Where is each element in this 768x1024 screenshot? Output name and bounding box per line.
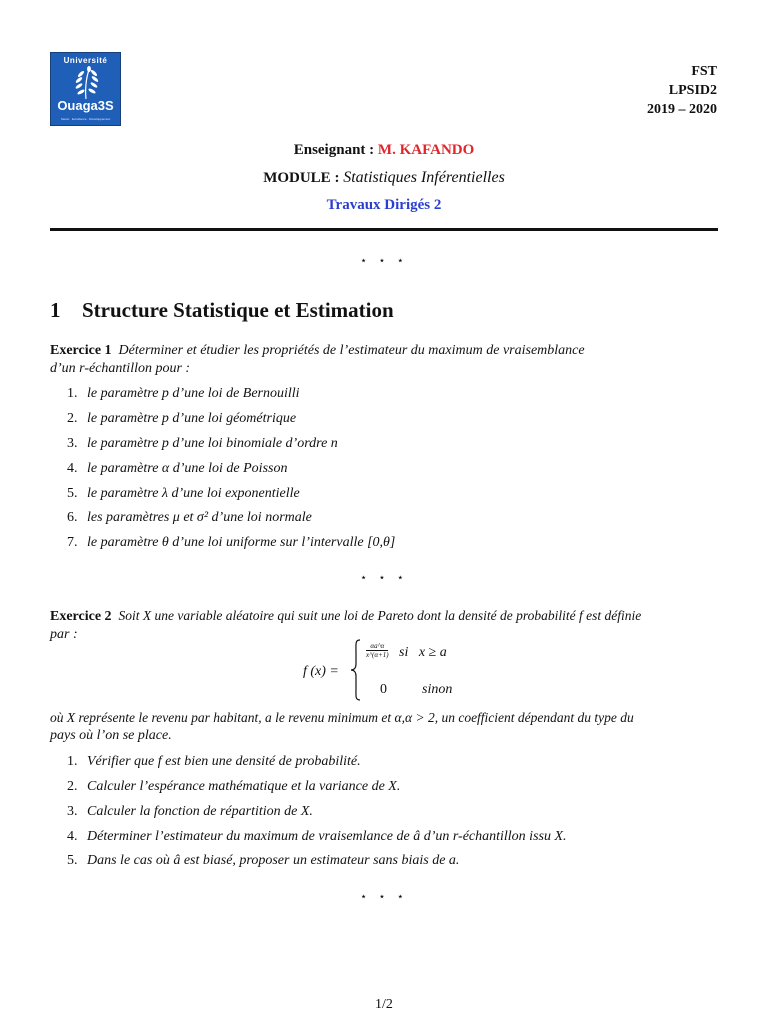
exercise1-label: Exercice 1 <box>50 343 112 358</box>
exercise2-after <box>50 709 718 745</box>
list-item: 3. le paramètre p d’une loi binomiale d’ordre n <box>67 436 338 451</box>
logo-top-text: Université <box>63 56 108 65</box>
separator-stars: ⋆ ⋆ ⋆ <box>360 890 408 903</box>
left-brace-icon <box>350 638 362 702</box>
separator-stars: ⋆ ⋆ ⋆ <box>360 254 408 267</box>
exercise1-intro-line1: Déterminer et étudier les propriétés de l’estimateur du maximum de vraisemblance <box>118 343 585 358</box>
list-item: 4. le paramètre α d’une loi de Poisson <box>67 461 288 476</box>
list-item: 5. Dans le cas où â est biasé, proposer un estimateur sans biais de a. <box>67 853 460 868</box>
tp-title: Travaux Dirigés 2 <box>326 197 442 213</box>
header-rule <box>50 228 718 231</box>
module-line <box>0 169 768 187</box>
exercise1-intro-line2: d’un r-échantillon pour : <box>50 361 191 376</box>
exercise1-intro <box>50 342 718 378</box>
formula-case2-value: 0 <box>380 682 387 697</box>
formula-case1-condition: si x ≥ a <box>399 645 447 660</box>
section-number: 1 <box>50 298 61 322</box>
separator-stars: ⋆ ⋆ ⋆ <box>360 571 408 584</box>
fraction-denominator: x^(α+1) <box>366 651 389 659</box>
formula-fraction <box>366 642 389 659</box>
course-meta <box>647 62 717 119</box>
teacher-line <box>0 142 768 159</box>
faculty: FST <box>691 64 717 79</box>
exercise2-after-line2: pays où l’on se place. <box>50 728 172 743</box>
exercise2-intro-line1: Soit X une variable aléatoire qui suit une loi de Pareto dont la densité de probabilité f est définie <box>118 608 642 623</box>
list-item: 6. les paramètres μ et σ² d’une loi normale <box>67 510 312 525</box>
tp-title-line <box>0 197 768 214</box>
list-item: 1. Vérifier que f est bien une densité de probabilité. <box>67 754 361 769</box>
list-item: 4. Déterminer l’estimateur du maximum de vraisemlance de â d’un r-échantillon issu X. <box>67 829 567 844</box>
section-title <box>50 298 394 323</box>
module-label: MODULE : <box>263 170 340 186</box>
logo-motto: Savoir · Excellence · Développement <box>60 117 111 121</box>
program: LPSID2 <box>668 83 717 98</box>
formula-lhs: f (x) = <box>303 664 339 679</box>
section-title-text: Structure Statistique et Estimation <box>82 298 394 322</box>
list-item: 5. le paramètre λ d’une loi exponentielle <box>67 486 300 501</box>
list-item: 2. le paramètre p d’une loi géométrique <box>67 411 297 426</box>
fraction-numerator: αa^α <box>370 642 385 650</box>
page-number: 1/2 <box>375 997 393 1012</box>
list-item: 7. le paramètre θ d’une loi uniforme sur l’intervalle [0,θ] <box>67 535 396 550</box>
formula-case2-condition: sinon <box>422 682 453 697</box>
laurel-icon <box>59 66 114 100</box>
list-item: 2. Calculer l’espérance mathématique et la variance de X. <box>67 779 401 794</box>
teacher-label: Enseignant : <box>293 142 375 158</box>
exercise2-after-line1: où X représente le revenu par habitant, a le revenu minimum et α,α > 2, un coefficient dépendant du type du <box>50 710 634 725</box>
exercise2-intro-line2: par : <box>50 627 78 642</box>
exercise2-label: Exercice 2 <box>50 609 112 624</box>
academic-year: 2019 – 2020 <box>647 102 717 117</box>
list-item: 3. Calculer la fonction de répartition de X. <box>67 804 313 819</box>
module-name: Statistiques Inférentielles <box>343 169 505 186</box>
teacher-name: M. KAFANDO <box>377 142 475 158</box>
pareto-density-formula <box>300 638 500 702</box>
logo-name: Ouaga3S <box>57 98 114 113</box>
list-item: 1. le paramètre p d’une loi de Bernouilli <box>67 386 300 401</box>
university-logo <box>50 52 121 126</box>
